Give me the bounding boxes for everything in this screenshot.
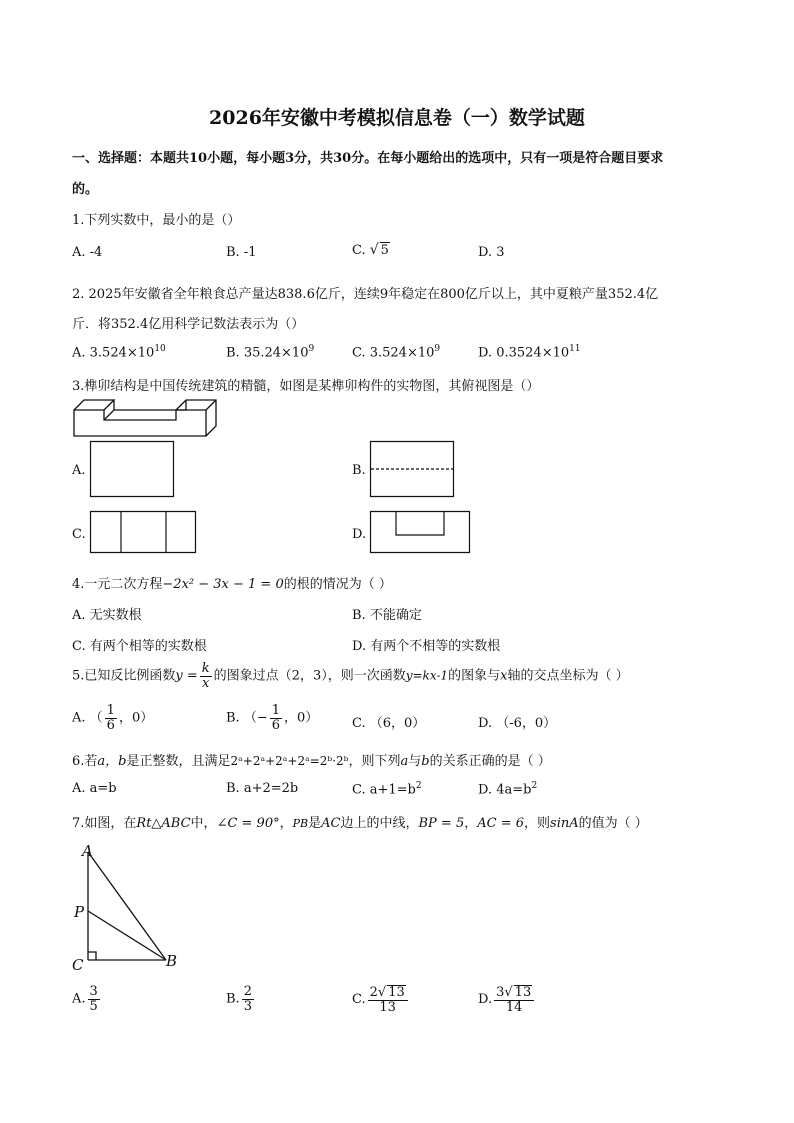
q7-ac6: AC = 6: [477, 816, 525, 831]
q7-d-coef: 3: [496, 985, 505, 1000]
q3-option-c-figure[interactable]: [90, 511, 196, 553]
q6-c-exp: 2: [415, 781, 422, 791]
q6-option-d[interactable]: [478, 781, 537, 797]
q5-stem-mid2: 的图象与: [448, 668, 501, 684]
q3-option-d-label[interactable]: D.: [352, 527, 367, 542]
q4-option-a[interactable]: A. 无实数根: [72, 608, 142, 623]
q5-a-fraction: [105, 704, 117, 732]
q2-stem-line2: 斤．将352.4亿用科学记数法表示为（）: [72, 317, 305, 332]
q1-option-a[interactable]: A. -4: [72, 245, 103, 260]
q7-stem-post: 的值为（ ）: [578, 816, 648, 831]
q6-stem-pre: 6.若: [72, 754, 98, 769]
page-title: 2026年安徽中考模拟信息卷（一）数学试题: [209, 107, 585, 129]
q3-option-d-figure[interactable]: [370, 511, 470, 553]
q7-b-label: B.: [226, 991, 240, 1007]
q7-a-fraction: [88, 985, 100, 1013]
q6-stem: [72, 750, 551, 769]
q5-stem-mid: 的图象过点（2，3），则一次函数: [213, 668, 406, 684]
q3-option-b-label[interactable]: B.: [352, 463, 366, 478]
q4-equation: −2x² − 3x − 1 = 0: [162, 577, 284, 592]
point-label-a: A: [82, 842, 93, 860]
q2-c-base: C. 3.524×10: [352, 345, 435, 361]
q7-option-b[interactable]: [226, 985, 256, 1013]
q2-b-base: B. 35.24×10: [226, 345, 309, 361]
q6-stem-mid2: ，则下列: [348, 754, 401, 769]
q4-option-b[interactable]: B. 不能确定: [352, 608, 422, 623]
q5-stem-post: 轴的交点坐标为（ ）: [507, 668, 629, 684]
q5-y-eq: y =: [175, 668, 198, 684]
q7-sina: sinA: [550, 816, 579, 831]
q5-linear: y=kx-1: [405, 668, 449, 683]
q2-a-base: A. 3.524×10: [72, 345, 155, 361]
q7-stem-sep: ，: [464, 816, 478, 831]
q2-option-c[interactable]: [352, 344, 440, 360]
q5-option-d[interactable]: D. （-6，0）: [478, 716, 557, 731]
q5-frac-den: x: [202, 675, 210, 691]
q5-stem-pre: 5.已知反比例函数: [72, 668, 176, 684]
q1-option-d[interactable]: D. 3: [478, 245, 505, 260]
q4-stem-pre: 4.一元二次方程: [72, 577, 163, 592]
q7-stem-mid5: ，则: [524, 816, 551, 831]
q6-stem-mid: 是正整数，且满足: [126, 754, 231, 769]
q4-option-c[interactable]: C. 有两个相等的实数根: [72, 639, 207, 654]
q7-stem-mid4: 边上的中线，: [340, 816, 419, 831]
q6-d-exp: 2: [531, 781, 538, 791]
q7-a-num: 3: [89, 984, 98, 999]
q5-b-den: 6: [271, 717, 280, 733]
q7-c-den: 13: [379, 999, 396, 1015]
q7-b-den: 3: [243, 998, 252, 1014]
q2-option-b[interactable]: [226, 344, 314, 360]
q6-vars-ab: a，b: [97, 754, 127, 769]
q1-option-b[interactable]: B. -1: [226, 245, 257, 260]
q6-var-b: b: [421, 754, 430, 769]
q7-b-fraction: [242, 985, 254, 1013]
q5-option-b[interactable]: [226, 704, 318, 732]
q7-a-label: A.: [72, 991, 86, 1007]
q3-stem: 3.榫卯结构是中国传统建筑的精髓，如图是某榫卯构件的实物图，其俯视图是（）: [72, 379, 540, 394]
q7-option-a[interactable]: [72, 985, 102, 1013]
q6-c-pre: C. a+1=b: [352, 782, 416, 798]
q2-a-exp: 10: [154, 344, 166, 354]
q7-c-label: C.: [352, 992, 366, 1008]
q5-a-num: 1: [106, 703, 115, 718]
q5-x-var: x: [500, 668, 508, 684]
q7-stem: [72, 812, 648, 831]
q1-stem: 1.下列实数中，最小的是（）: [72, 213, 241, 228]
point-label-b: B: [166, 952, 178, 970]
q3-option-a-figure[interactable]: [90, 441, 174, 497]
q3-mortise-figure: [72, 396, 218, 438]
q7-d-fraction: [494, 985, 534, 1014]
q2-c-exp: 9: [434, 344, 441, 354]
q7-c-fraction: [368, 985, 408, 1014]
q7-stem-mid2: ，: [279, 816, 293, 831]
q6-option-b[interactable]: B. a+2=2b: [226, 781, 299, 796]
q3-option-a-label[interactable]: A.: [72, 463, 86, 478]
q2-d-exp: 11: [569, 344, 581, 354]
q6-stem-post: 的关系正确的是（ ）: [429, 754, 551, 769]
q5-b-num: 1: [271, 703, 280, 718]
q2-option-d[interactable]: [478, 344, 581, 360]
q1-option-c-label: C.: [352, 243, 370, 258]
q4-option-d[interactable]: D. 有两个不相等的实数根: [352, 639, 501, 654]
q6-var-a: a: [400, 754, 409, 769]
q7-a-den: 5: [89, 998, 98, 1014]
q7-rt-triangle: Rt△ABC: [136, 816, 191, 831]
q5-a-post: ，0）: [118, 710, 154, 726]
q7-c-numerator: 2√ 13: [368, 985, 408, 1001]
q7-option-d[interactable]: [478, 985, 536, 1014]
q5-a-pre: A. （: [72, 710, 103, 726]
q5-b-pre: B. （−: [226, 710, 268, 726]
q7-stem-mid3: 是: [308, 816, 322, 831]
q7-d-radicand: 13: [514, 985, 532, 1000]
section-heading-line2: 的。: [72, 182, 99, 197]
q5-a-den: 6: [106, 717, 115, 733]
point-label-p: P: [74, 903, 85, 921]
q7-b-num: 2: [243, 984, 252, 999]
q7-stem-pre: 7.如图，在: [72, 816, 137, 831]
q1-option-c[interactable]: [352, 242, 390, 258]
section-heading-line1: 一、选择题：本题共10小题，每小题3分，共30分。在每小题给出的选项中，只有一项是符合题目要求: [72, 151, 664, 166]
q7-d-numerator: 3√ 13: [494, 985, 534, 1001]
q5-frac-num: k: [201, 661, 210, 676]
q5-option-a[interactable]: [72, 704, 153, 732]
q5-b-fraction: [270, 704, 282, 732]
q5-b-post: ，0）: [284, 710, 319, 726]
q4-stem-post: 的根的情况为（ ）: [283, 577, 392, 592]
q1-option-c-radicand: 5: [380, 243, 389, 258]
q2-d-base: D. 0.3524×10: [478, 345, 570, 361]
q7-pb: PB: [292, 817, 309, 830]
q7-bp: BP = 5: [418, 816, 465, 831]
q6-option-a[interactable]: A. a=b: [72, 781, 117, 796]
q7-c-coef: 2: [369, 985, 378, 1000]
q7-d-label: D.: [478, 992, 493, 1008]
q7-angle: ∠C = 90°: [216, 816, 280, 831]
q3-option-b-figure[interactable]: [370, 441, 454, 497]
q3-option-c-label[interactable]: C.: [72, 527, 86, 542]
q6-stem-and: 与: [408, 754, 422, 769]
q7-c-radicand: 13: [388, 985, 405, 1000]
q6-equation: 2ᵃ+2ᵃ+2ᵃ+2ᵃ=2ᵇ·2ᵇ: [230, 754, 349, 768]
q7-stem-mid: 中，: [190, 816, 217, 831]
q5-option-c[interactable]: C. （6，0）: [352, 716, 426, 731]
q7-d-den: 14: [505, 999, 523, 1015]
q4-stem: [72, 573, 392, 592]
point-label-c: C: [72, 956, 84, 974]
sqrt-sign: √: [369, 242, 379, 258]
q2-b-exp: 9: [308, 344, 315, 354]
q7-ac: AC: [321, 816, 341, 831]
q5-stem: [72, 662, 629, 690]
q5-k-over-x: [200, 662, 212, 690]
q6-option-c[interactable]: [352, 781, 422, 797]
q7-option-c[interactable]: [352, 985, 410, 1014]
q2-stem-line1: 2. 2025年安徽省全年粮食总产量达838.6亿斤，连续9年稳定在800亿斤以上，其中夏粮产量352.4亿: [72, 287, 659, 302]
q2-option-a[interactable]: [72, 344, 166, 360]
q6-d-pre: D. 4a=b: [478, 782, 532, 798]
